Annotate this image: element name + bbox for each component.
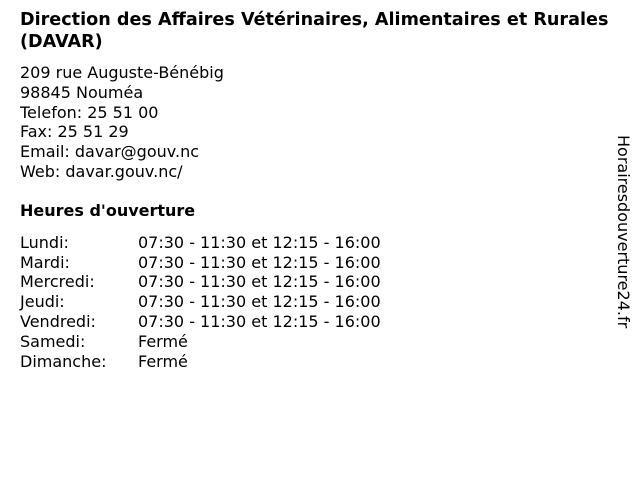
day-label: Jeudi: — [20, 292, 65, 312]
hours-row-friday — [20, 312, 630, 332]
phone-number: Telefon: 25 51 00 — [20, 102, 159, 122]
fax-number: Fax: 25 51 29 — [20, 122, 129, 142]
opening-hours-heading: Heures d'ouverture — [20, 200, 196, 220]
day-hours: 07:30 - 11:30 et 12:15 - 16:00 — [138, 232, 381, 252]
day-hours: 07:30 - 11:30 et 12:15 - 16:00 — [138, 311, 381, 331]
opening-hours-table — [20, 233, 630, 372]
site-watermark: Horairesdouverture24.fr — [614, 135, 633, 329]
website: Web: davar.gouv.nc/ — [20, 161, 183, 181]
hours-row-wednesday — [20, 272, 630, 292]
day-hours: 07:30 - 11:30 et 12:15 - 16:00 — [138, 292, 381, 312]
day-label: Vendredi: — [20, 311, 96, 331]
street-address: 209 rue Auguste-Bénébig — [20, 63, 224, 82]
email-address: Email: davar@gouv.nc — [20, 142, 200, 162]
contact-block — [20, 63, 630, 182]
hours-row-tuesday — [20, 253, 630, 273]
hours-row-thursday — [20, 292, 630, 312]
hours-row-saturday — [20, 332, 630, 352]
day-label: Lundi: — [20, 232, 69, 252]
day-label: Mercredi: — [20, 272, 95, 292]
hours-row-monday — [20, 233, 630, 253]
day-hours: 07:30 - 11:30 et 12:15 - 16:00 — [138, 272, 381, 292]
day-hours: Fermé — [138, 351, 188, 371]
day-hours: 07:30 - 11:30 et 12:15 - 16:00 — [138, 252, 381, 272]
day-label: Samedi: — [20, 331, 86, 351]
business-name: Direction des Affaires Vétérinaires, Alimentaires et Rurales (DAVAR) — [20, 10, 609, 52]
business-card — [20, 9, 630, 371]
day-label: Dimanche: — [20, 351, 107, 371]
day-label: Mardi: — [20, 252, 70, 272]
city-address: 98845 Nouméa — [20, 82, 144, 102]
hours-row-sunday — [20, 352, 630, 372]
day-hours: Fermé — [138, 331, 188, 351]
